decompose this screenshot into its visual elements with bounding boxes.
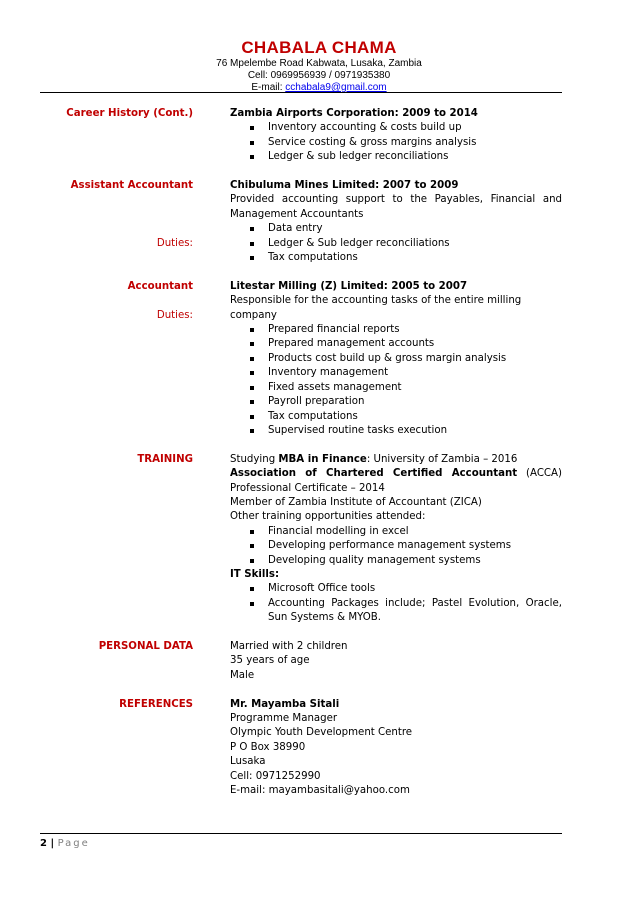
list-item: Ledger & sub ledger reconciliations [230, 150, 562, 164]
email-prefix: E-mail: [251, 82, 286, 93]
it-skills-list [230, 582, 562, 625]
section-assistant-accountant [40, 179, 562, 265]
list-item: Accounting Packages include; Pastel Evolution, Oracle, Sun Systems & MYOB. [230, 597, 562, 626]
list-item: Prepared financial reports [230, 323, 562, 337]
role-summary: Provided accounting support to the Payables, Financial and Management Accountants [230, 194, 562, 220]
referee-line: Lusaka [230, 756, 266, 768]
candidate-name: CHABALA CHAMA [241, 38, 397, 57]
duties-label: Duties: [156, 309, 193, 321]
list-item: Microsoft Office tools [230, 582, 562, 596]
section-label: Career History (Cont.) [66, 108, 193, 119]
section-label: Accountant [127, 280, 193, 292]
referee-line: Programme Manager [230, 712, 338, 724]
resume-body [40, 107, 562, 813]
section-personal-data [40, 640, 562, 683]
employer-title: Chibuluma Mines Limited: 2007 to 2009 [230, 180, 459, 192]
page-word: Page [57, 838, 90, 849]
header-divider [40, 92, 562, 93]
page-footer [40, 838, 90, 849]
other-training-heading: Other training opportunities attended: [230, 511, 426, 523]
list-item: Inventory management [230, 366, 562, 380]
list-item: Inventory accounting & costs build up [230, 121, 562, 135]
list-item: Ledger & Sub ledger reconciliations [230, 237, 562, 251]
page-header [0, 38, 638, 94]
section-label: Assistant Accountant [70, 180, 193, 192]
page-separator: | [46, 838, 58, 849]
personal-line: 35 years of age [230, 655, 310, 667]
duties-list [230, 121, 562, 164]
list-item: Tax computations [230, 410, 562, 424]
list-item: Developing performance management systems [230, 539, 562, 553]
duties-list [230, 222, 562, 265]
list-item: Financial modelling in excel [230, 525, 562, 539]
list-item: Developing quality management systems [230, 554, 562, 568]
list-item: Fixed assets management [230, 381, 562, 395]
cell-line: Cell: 0969956939 / 0971935380 [247, 70, 391, 81]
mba-line: Studying MBA in Finance: University of Zambia – 2016 [230, 453, 518, 465]
it-skills-heading: IT Skills: [230, 568, 280, 580]
footer-divider [40, 833, 562, 834]
section-label: TRAINING [137, 453, 193, 465]
section-career-cont [40, 107, 562, 165]
page-number: 2 [40, 838, 47, 849]
duties-list [230, 323, 562, 438]
role-summary: Responsible for the accounting tasks of the entire milling company [230, 295, 522, 321]
list-item: Data entry [230, 222, 562, 236]
list-item: Payroll preparation [230, 395, 562, 409]
section-training [40, 453, 562, 626]
duties-label: Duties: [156, 237, 193, 249]
list-item: Service costing & gross margins analysis [230, 136, 562, 150]
list-item: Supervised routine tasks execution [230, 424, 562, 438]
referee-line: Olympic Youth Development Centre [230, 727, 413, 739]
list-item: Products cost build up & gross margin analysis [230, 352, 562, 366]
email-link[interactable]: cchabala9@gmail.com [285, 82, 387, 93]
section-label: REFERENCES [119, 698, 193, 710]
employer-title: Zambia Airports Corporation: 2009 to 2014 [230, 108, 478, 119]
section-label: PERSONAL DATA [98, 640, 193, 652]
acca-line: Association of Chartered Certified Accountant (ACCA) Professional Certificate – 2014 [230, 468, 562, 494]
employer-title: Litestar Milling (Z) Limited: 2005 to 2007 [230, 280, 468, 292]
referee-line: Cell: 0971252990 [230, 770, 321, 782]
zica-line: Member of Zambia Institute of Accountant (ZICA) [230, 496, 482, 508]
section-references [40, 698, 562, 799]
list-item: Prepared management accounts [230, 337, 562, 351]
list-item: Tax computations [230, 251, 562, 265]
referee-line: P O Box 38990 [230, 741, 306, 753]
referee-line: E-mail: mayambasitali@yahoo.com [230, 785, 410, 797]
training-list [230, 525, 562, 568]
section-accountant [40, 280, 562, 438]
referee-name: Mr. Mayamba Sitali [230, 698, 340, 710]
personal-line: Married with 2 children [230, 640, 348, 652]
address-line: 76 Mpelembe Road Kabwata, Lusaka, Zambia [216, 58, 422, 69]
personal-line: Male [230, 669, 255, 681]
